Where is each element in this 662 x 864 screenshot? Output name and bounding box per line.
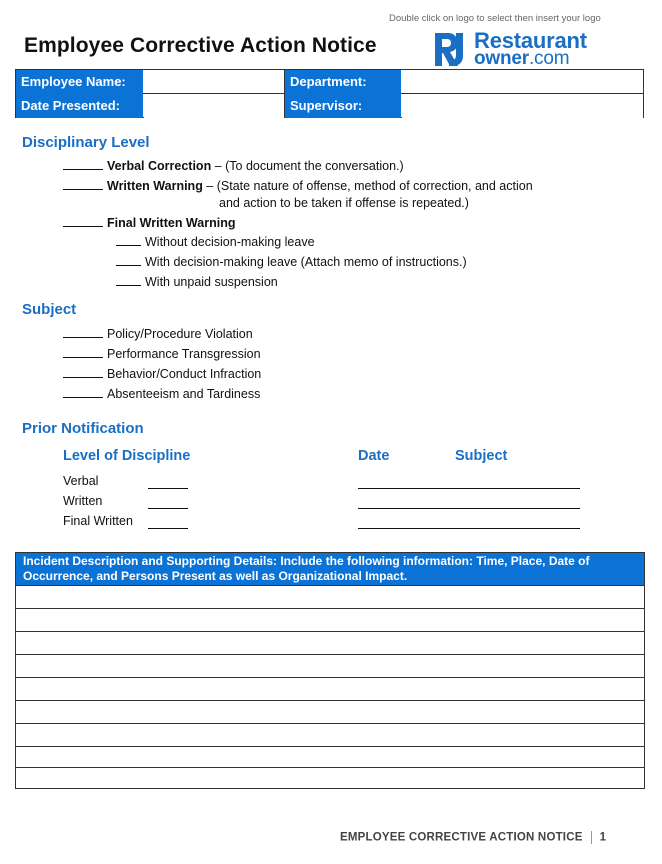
subject-item bbox=[63, 387, 260, 401]
final-warning-line bbox=[63, 216, 235, 230]
option-label: With unpaid suspension bbox=[145, 275, 278, 289]
prior-level-blank[interactable] bbox=[148, 488, 188, 489]
logo-word: owner bbox=[474, 48, 529, 69]
incident-line[interactable] bbox=[16, 677, 644, 678]
date-presented-label: Date Presented: bbox=[16, 94, 143, 118]
subject-label: Behavior/Conduct Infraction bbox=[107, 367, 262, 381]
final-option-without-leave bbox=[116, 235, 315, 249]
prior-notification-heading: Prior Notification bbox=[22, 420, 144, 437]
disciplinary-level-heading: Disciplinary Level bbox=[22, 134, 150, 151]
employee-name-field[interactable] bbox=[144, 70, 284, 94]
subject-heading: Subject bbox=[22, 301, 77, 318]
written-warning-desc: – (State nature of offense, method of correction, and action bbox=[202, 179, 533, 193]
final-option-with-leave bbox=[116, 255, 467, 269]
verbal-correction-desc: – (To document the conversation.) bbox=[211, 159, 404, 173]
department-field[interactable] bbox=[402, 70, 643, 94]
subject-item bbox=[63, 367, 261, 381]
table-divider bbox=[284, 70, 285, 117]
subject-item bbox=[63, 347, 261, 361]
prior-date-subject-line[interactable] bbox=[358, 488, 580, 489]
verbal-correction-line bbox=[63, 159, 404, 173]
incident-line[interactable] bbox=[16, 585, 644, 586]
option-blank[interactable] bbox=[116, 255, 141, 266]
subject-label: Absenteeism and Tardiness bbox=[107, 387, 261, 401]
final-option-suspension bbox=[116, 275, 278, 289]
subject-item bbox=[63, 327, 253, 341]
prior-row-label: Final Written bbox=[63, 514, 133, 528]
footer-separator bbox=[591, 831, 592, 844]
prior-date-subject-line[interactable] bbox=[358, 528, 580, 529]
verbal-correction-title: Verbal Correction bbox=[107, 159, 212, 173]
incident-line[interactable] bbox=[16, 631, 644, 632]
page-title: Employee Corrective Action Notice bbox=[24, 34, 377, 57]
logo-text-line1: Restaurant bbox=[474, 28, 587, 53]
written-warning-line bbox=[63, 179, 533, 193]
subject-blank[interactable] bbox=[63, 367, 103, 378]
incident-line[interactable] bbox=[16, 700, 644, 701]
table-divider bbox=[143, 93, 284, 94]
option-blank[interactable] bbox=[116, 275, 141, 286]
company-logo[interactable] bbox=[432, 30, 602, 70]
final-warning-title: Final Written Warning bbox=[107, 216, 236, 230]
subject-label: Performance Transgression bbox=[107, 347, 261, 361]
logo-hint: Double click on logo to select then insert your logo bbox=[389, 13, 601, 24]
prior-date-subject-line[interactable] bbox=[358, 508, 580, 509]
supervisor-field[interactable] bbox=[402, 94, 643, 118]
date-presented-field[interactable] bbox=[144, 94, 284, 118]
incident-line[interactable] bbox=[16, 654, 644, 655]
subject-blank[interactable] bbox=[63, 347, 103, 358]
option-label: Without decision-making leave bbox=[145, 235, 315, 249]
table-divider bbox=[401, 93, 643, 94]
logo-mark-icon bbox=[432, 30, 472, 68]
logo-text-line2 bbox=[474, 48, 569, 70]
page-number: 1 bbox=[599, 831, 607, 844]
option-blank[interactable] bbox=[116, 235, 141, 246]
written-warning-blank[interactable] bbox=[63, 179, 103, 190]
incident-line[interactable] bbox=[16, 746, 644, 747]
prior-level-blank[interactable] bbox=[148, 528, 188, 529]
prior-row-label: Verbal bbox=[63, 474, 99, 488]
incident-line[interactable] bbox=[16, 723, 644, 724]
option-label: With decision-making leave (Attach memo of instructions.) bbox=[145, 255, 467, 269]
employee-name-label: Employee Name: bbox=[16, 70, 143, 94]
department-label: Department: bbox=[285, 70, 401, 94]
date-header: Date bbox=[358, 448, 390, 464]
subject-label: Policy/Procedure Violation bbox=[107, 327, 253, 341]
written-warning-desc-cont: and action to be taken if offense is repeated.) bbox=[219, 196, 469, 210]
incident-line[interactable] bbox=[16, 608, 644, 609]
written-warning-title: Written Warning bbox=[107, 179, 203, 193]
footer-label: EMPLOYEE CORRECTIVE ACTION NOTICE bbox=[340, 831, 583, 844]
logo-suffix: .com bbox=[528, 48, 570, 69]
subject-blank[interactable] bbox=[63, 327, 103, 338]
level-of-discipline-header: Level of Discipline bbox=[63, 448, 191, 464]
employee-info-table bbox=[15, 69, 644, 118]
prior-row-label: Written bbox=[63, 494, 103, 508]
supervisor-label: Supervisor: bbox=[285, 94, 401, 118]
subject-blank[interactable] bbox=[63, 387, 103, 398]
incident-description-box bbox=[15, 552, 645, 789]
verbal-correction-blank[interactable] bbox=[63, 159, 103, 170]
subject-header: Subject bbox=[455, 448, 508, 464]
page-footer bbox=[340, 831, 606, 844]
incident-line[interactable] bbox=[16, 767, 644, 768]
incident-description-heading: Incident Description and Supporting Details: Include the following information: Time, Place, Date of Occurrence, and Persons Present as well as Organizational Impact. bbox=[16, 553, 644, 585]
final-warning-blank[interactable] bbox=[63, 216, 103, 227]
prior-level-blank[interactable] bbox=[148, 508, 188, 509]
